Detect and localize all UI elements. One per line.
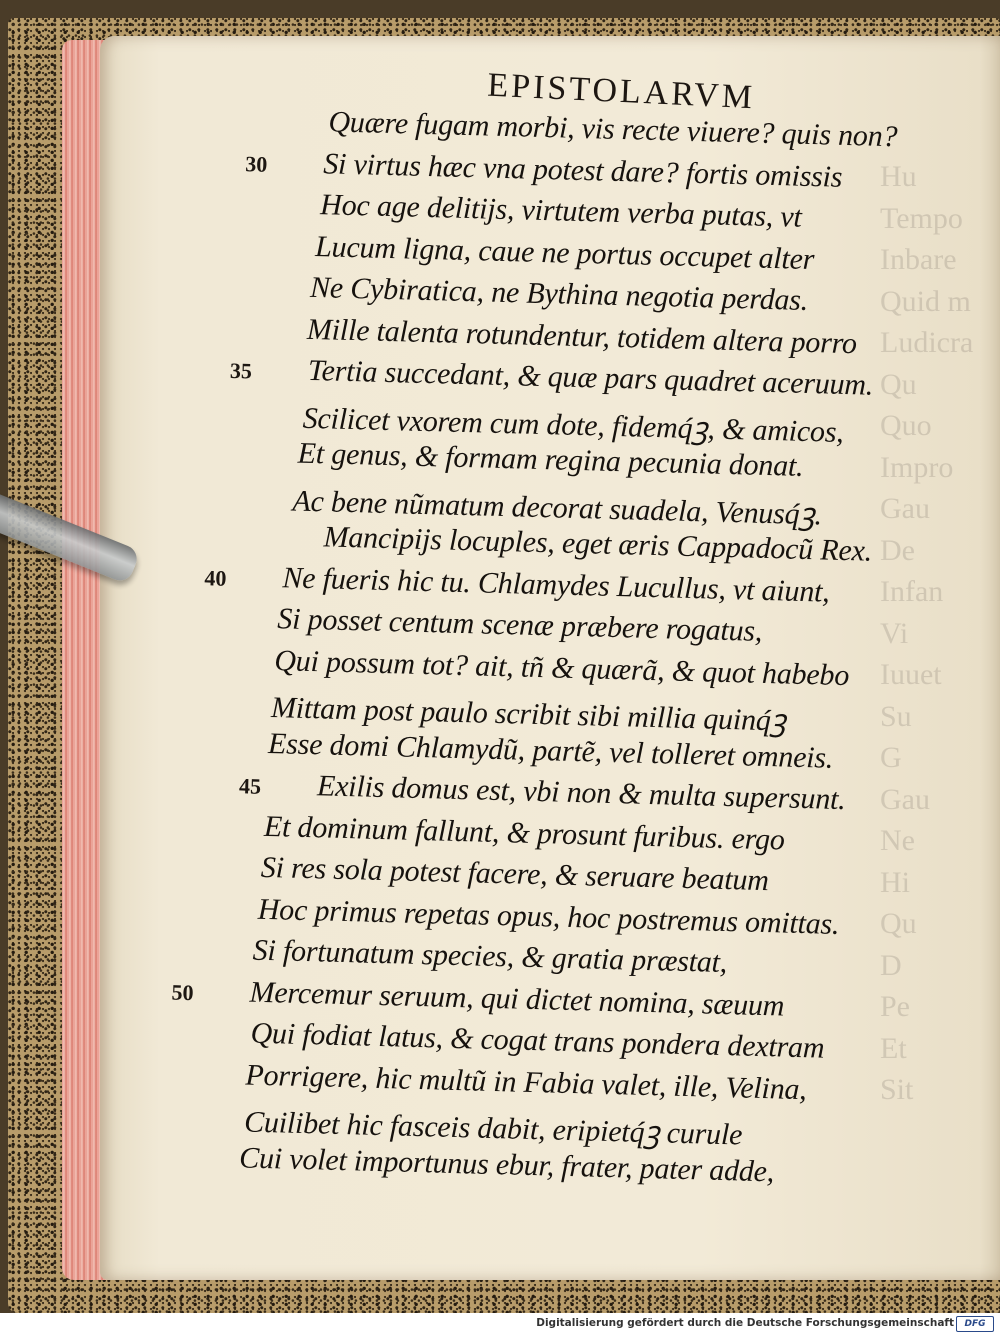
bleed-through-fragment: Tempo: [880, 201, 963, 235]
footer-bar: [0, 1313, 1000, 1333]
text-line: Ne Cybiratica, ne Bythina negotia perdas.: [309, 270, 809, 317]
bleed-through-fragment: Pe: [880, 990, 910, 1023]
text-line: Si res sola potest facere, & seruare beatum: [260, 850, 770, 898]
text-line: Et genus, & formam regina pecunia donat.: [297, 436, 804, 483]
bleed-through-fragment: Infan: [880, 575, 944, 608]
text-line: Cui volet importunus ebur, frater, pater adde,: [238, 1140, 775, 1188]
text-line: Qui fodiat latus, & cogat trans pondera dextram: [250, 1016, 825, 1065]
bleed-through-fragment: Iuuet: [880, 658, 942, 691]
text-line: Esse domi Chlamydũ, partẽ, vel tolleret omneis.: [267, 726, 834, 775]
bleed-through-fragment: Quid m: [880, 284, 971, 318]
text-line: Cuilibet hic fasceis dabit, eripietq́ꝫ curule: [243, 1105, 743, 1152]
text-line: Mancipijs locuples, eget æris Cappadocũ Rex.: [323, 520, 873, 568]
funding-credit: Digitalisierung gefördert durch die Deutsche Forschungsgemeinschaft: [536, 1317, 954, 1329]
bleed-through-fragment: G: [880, 741, 902, 774]
bleed-through-fragment: Qu: [880, 367, 917, 401]
text-line: Porrigere, hic multũ in Fabia valet, ille, Velina,: [245, 1058, 808, 1106]
text-line: Qui possum tot? ait, tñ & quærã, & quot habebo: [273, 643, 850, 692]
line-number: 50: [171, 979, 194, 1005]
text-line: Et dominum fallunt, & prosunt furibus. ergo: [263, 809, 786, 857]
bleed-through-fragment: Qu: [880, 907, 917, 940]
bleed-through-fragment: Vi: [880, 616, 909, 650]
bleed-through-fragment: Sit: [880, 1073, 914, 1106]
text-line: Hoc age delitijs, virtutem verba putas, vt: [319, 188, 803, 234]
line-number: 40: [204, 564, 227, 591]
bleed-through-fragment: Et: [880, 1031, 907, 1065]
bleed-through-fragment: Impro: [880, 450, 954, 484]
bleed-through-fragment: Quo: [880, 409, 932, 442]
line-number: 45: [238, 773, 262, 799]
running-header: EPISTOLARVM: [486, 66, 756, 117]
text-line: Ac bene nũmatum decorat suadela, Venusq́ꝫ.: [292, 484, 823, 531]
text-line: Hoc primus repetas opus, hoc postremus omittas.: [257, 892, 840, 941]
text-line: Si fortunatum species, & gratia præstat,: [252, 933, 728, 980]
text-line: Exilis domus est, vbi non & multa supersunt.: [316, 769, 847, 817]
text-line: Quære fugam morbi, vis recte viuere? quis non?: [328, 105, 898, 154]
text-line: Mercemur seruum, qui dictet nomina, sæuum: [249, 975, 785, 1023]
dfg-logo: DFG: [956, 1316, 994, 1332]
bleed-through-fragment: Su: [880, 699, 912, 733]
text-line: Mittam post paulo scribit sibi millia quinq́ꝫ: [270, 691, 787, 738]
text-line: Ne fueris hic tu. Chlamydes Lucullus, vt aiunt,: [282, 560, 830, 609]
bleed-through-fragment: De: [880, 533, 915, 567]
bleed-through-fragment: D: [880, 948, 902, 982]
text-line: Si virtus hæc vna potest dare? fortis omissis: [322, 146, 843, 194]
bleed-through-fragment: Hu: [880, 160, 917, 193]
text-line: Tertia succedant, & quæ pars quadret aceruum.: [307, 353, 874, 402]
text-line: Lucum ligna, caue ne portus occupet alter: [314, 229, 815, 276]
text-line: Scilicet vxorem cum dote, fidemq́ꝫ, & amicos,: [302, 401, 845, 449]
text-line: Mille talenta rotundentur, totidem altera porro: [306, 312, 858, 360]
bleed-through-fragment: Gau: [880, 492, 930, 525]
bleed-through-fragment: Hi: [880, 865, 910, 899]
line-number: 35: [229, 357, 253, 384]
bleed-through-fragment: Ludicra: [880, 326, 974, 359]
bleed-through-fragment: Ne: [880, 824, 915, 857]
bleed-through-fragment: Gau: [880, 782, 930, 816]
text-line: Si posset centum scenæ præbere rogatus,: [277, 602, 763, 648]
bleed-through-fragment: Inbare: [880, 243, 957, 276]
line-number: 30: [245, 150, 268, 177]
